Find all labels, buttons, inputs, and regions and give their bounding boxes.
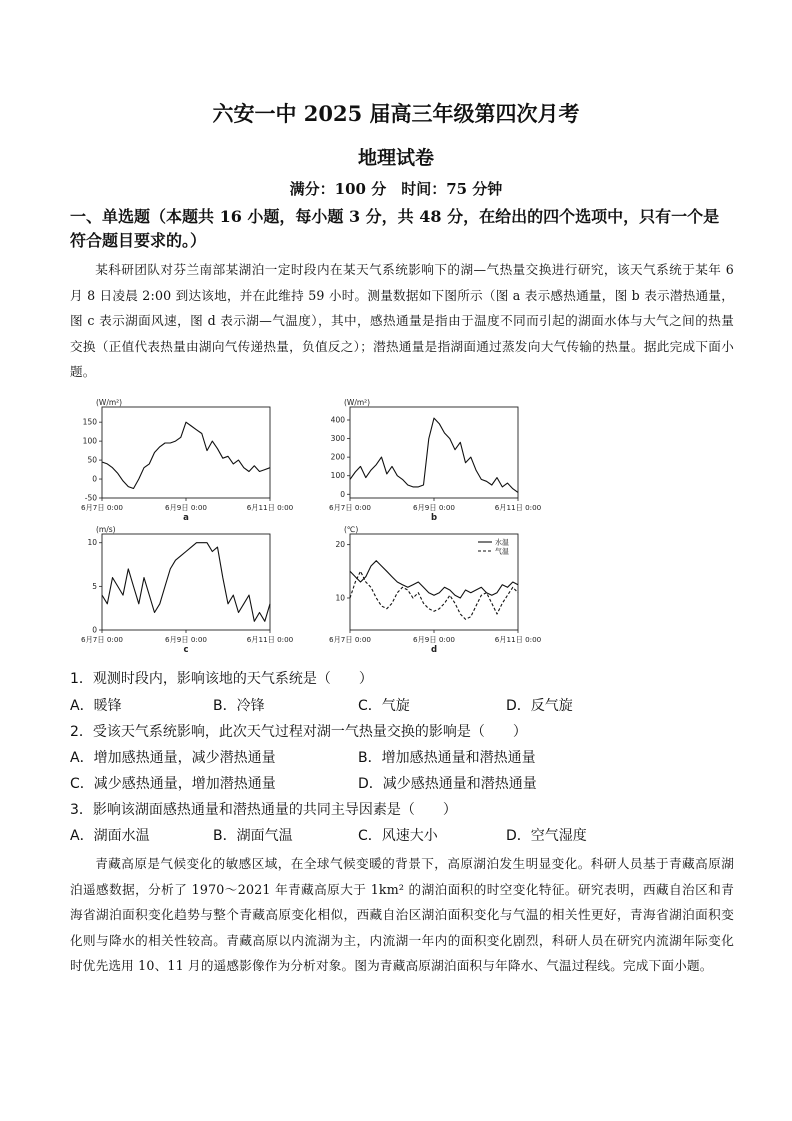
series-line-a bbox=[102, 422, 270, 488]
x-tick-label: 6月9日 0:00 bbox=[165, 635, 207, 644]
passage-1: 某科研团队对芬兰南部某湖泊一定时段内在某天气系统影响下的湖—气热量交换进行研究，该天气系统于某年 6 月 8 日凌晨 2:00 到达该地，并在此维持 59 小时。测量数据如下图所示（图 a 表示感热通量，图 b 表示潜热通量，图 c 表示湖面风速，图 d 表示湖—气温度），其中，感热通量是指由于温度不同而引起的湖面水体与大气之间的热量交换（正值代表热量由湖向气传递热量，负值反之）；潜热通量是指湖面通过蒸发向大气传输的热量。据此完成下面小题。 bbox=[70, 262, 734, 379]
question-1-stem: 1．观测时段内，影响该地的天气系统是（ ） bbox=[70, 671, 373, 687]
x-tick-label: 6月11日 0:00 bbox=[246, 635, 294, 644]
x-tick-label: 6月9日 0:00 bbox=[165, 503, 207, 512]
x-tick-label: 6月9日 0:00 bbox=[413, 635, 455, 644]
legend-label: 水温 bbox=[495, 538, 509, 547]
series-line-c bbox=[102, 543, 270, 622]
chart-b bbox=[318, 395, 558, 530]
y-tick-label: 50 bbox=[87, 455, 97, 465]
y-tick-label: 200 bbox=[330, 452, 345, 462]
chart-a bbox=[70, 395, 310, 530]
q1-option-b: B．冷锋 bbox=[213, 698, 265, 714]
q3-option-c: C．风速大小 bbox=[358, 828, 438, 844]
q3-option-d: D．空气湿度 bbox=[506, 828, 587, 844]
section-heading: 一、单选题（本题共 16 小题，每小题 3 分，共 48 分，在给出的四个选项中，只有一个是符合题目要求的。） bbox=[70, 207, 720, 250]
q1-option-d: D．反气旋 bbox=[506, 698, 573, 714]
q1-option-a: A．暖锋 bbox=[70, 698, 122, 714]
x-tick-label: 6月11日 0:00 bbox=[494, 635, 542, 644]
y-tick-label: 5 bbox=[92, 581, 97, 591]
y-tick-label: -50 bbox=[84, 493, 97, 503]
x-tick-label: 6月7日 0:00 bbox=[81, 635, 123, 644]
subject-title: 地理试卷 bbox=[357, 147, 434, 169]
panel-label: a bbox=[183, 513, 189, 523]
q2-option-d: D．减少感热通量和潜热通量 bbox=[358, 776, 537, 792]
y-tick-label: 10 bbox=[335, 593, 345, 603]
series-line-水温 bbox=[350, 561, 518, 598]
y-tick-label: 0 bbox=[92, 625, 97, 635]
question-3-stem: 3．影响该湖面感热通量和潜热通量的共同主导因素是（ ） bbox=[70, 802, 457, 818]
series-line-b bbox=[350, 418, 518, 492]
y-tick-label: 0 bbox=[340, 489, 345, 499]
y-tick-label: 0 bbox=[92, 474, 97, 484]
panel-label: b bbox=[430, 513, 438, 523]
y-tick-label: 150 bbox=[82, 417, 97, 427]
chart-d-svg bbox=[318, 522, 558, 662]
y-axis-unit: (W/m²) bbox=[344, 398, 371, 407]
x-tick-label: 6月9日 0:00 bbox=[413, 503, 455, 512]
q1-option-c: C．气旋 bbox=[358, 698, 410, 714]
plot-frame bbox=[102, 407, 270, 498]
plot-frame bbox=[102, 534, 270, 630]
q2-option-b: B．增加感热通量和潜热通量 bbox=[358, 750, 536, 766]
y-tick-label: 20 bbox=[335, 540, 345, 550]
y-axis-unit: (W/m²) bbox=[96, 398, 123, 407]
plot-frame bbox=[350, 534, 518, 630]
panel-label: c bbox=[183, 645, 189, 655]
x-tick-label: 6月7日 0:00 bbox=[329, 503, 371, 512]
x-tick-label: 6月11日 0:00 bbox=[246, 503, 294, 512]
x-tick-label: 6月7日 0:00 bbox=[81, 503, 123, 512]
exam-meta: 满分：100 分 时间：75 分钟 bbox=[289, 180, 503, 198]
y-tick-label: 100 bbox=[330, 471, 345, 481]
y-tick-label: 400 bbox=[330, 415, 345, 425]
panel-label: d bbox=[430, 645, 438, 655]
q3-option-a: A．湖面水温 bbox=[70, 828, 150, 844]
y-tick-label: 100 bbox=[82, 436, 97, 446]
y-axis-unit: (m/s) bbox=[96, 525, 116, 534]
q2-option-c: C．减少感热通量，增加潜热通量 bbox=[70, 776, 276, 792]
q2-option-a: A．增加感热通量，减少潜热通量 bbox=[70, 750, 276, 766]
chart-d bbox=[318, 522, 558, 662]
legend-label: 气温 bbox=[495, 547, 509, 556]
y-tick-label: 300 bbox=[330, 434, 345, 444]
chart-c bbox=[70, 522, 310, 662]
passage-2: 青藏高原是气候变化的敏感区域，在全球气候变暖的背景下，高原湖泊发生明显变化。科研人员基于青藏高原湖泊遥感数据，分析了 1970～2021 年青藏高原大于 1km² 的湖泊面积的时空变化特征。研究表明，西藏自治区和青海省湖泊面积变化趋势与整个青藏高原变化相似，西藏自治区湖泊面积变化与气温的相关性更好，青海省湖泊面积变化则与降水的相关性较高。青藏高原以内流湖为主，内流湖一年内的面积变化剧烈，科研人员在研究内流湖年际变化时优先选用 10、11 月的遥感影像作为分析对象。图为青藏高原湖泊面积与年降水、气温过程线。完成下面小题。 bbox=[70, 856, 734, 973]
chart-a-svg bbox=[70, 395, 310, 530]
q3-option-b: B．湖面气温 bbox=[213, 828, 293, 844]
x-tick-label: 6月7日 0:00 bbox=[329, 635, 371, 644]
chart-c-svg bbox=[70, 522, 310, 662]
y-tick-label: 10 bbox=[87, 538, 97, 548]
exam-title: 六安一中 2025 届高三年级第四次月考 bbox=[212, 101, 580, 126]
question-2-stem: 2．受该天气系统影响，此次天气过程对湖一气热量交换的影响是（ ） bbox=[70, 724, 527, 740]
y-axis-unit: (℃) bbox=[344, 525, 359, 534]
x-tick-label: 6月11日 0:00 bbox=[494, 503, 542, 512]
chart-b-svg bbox=[318, 395, 558, 530]
